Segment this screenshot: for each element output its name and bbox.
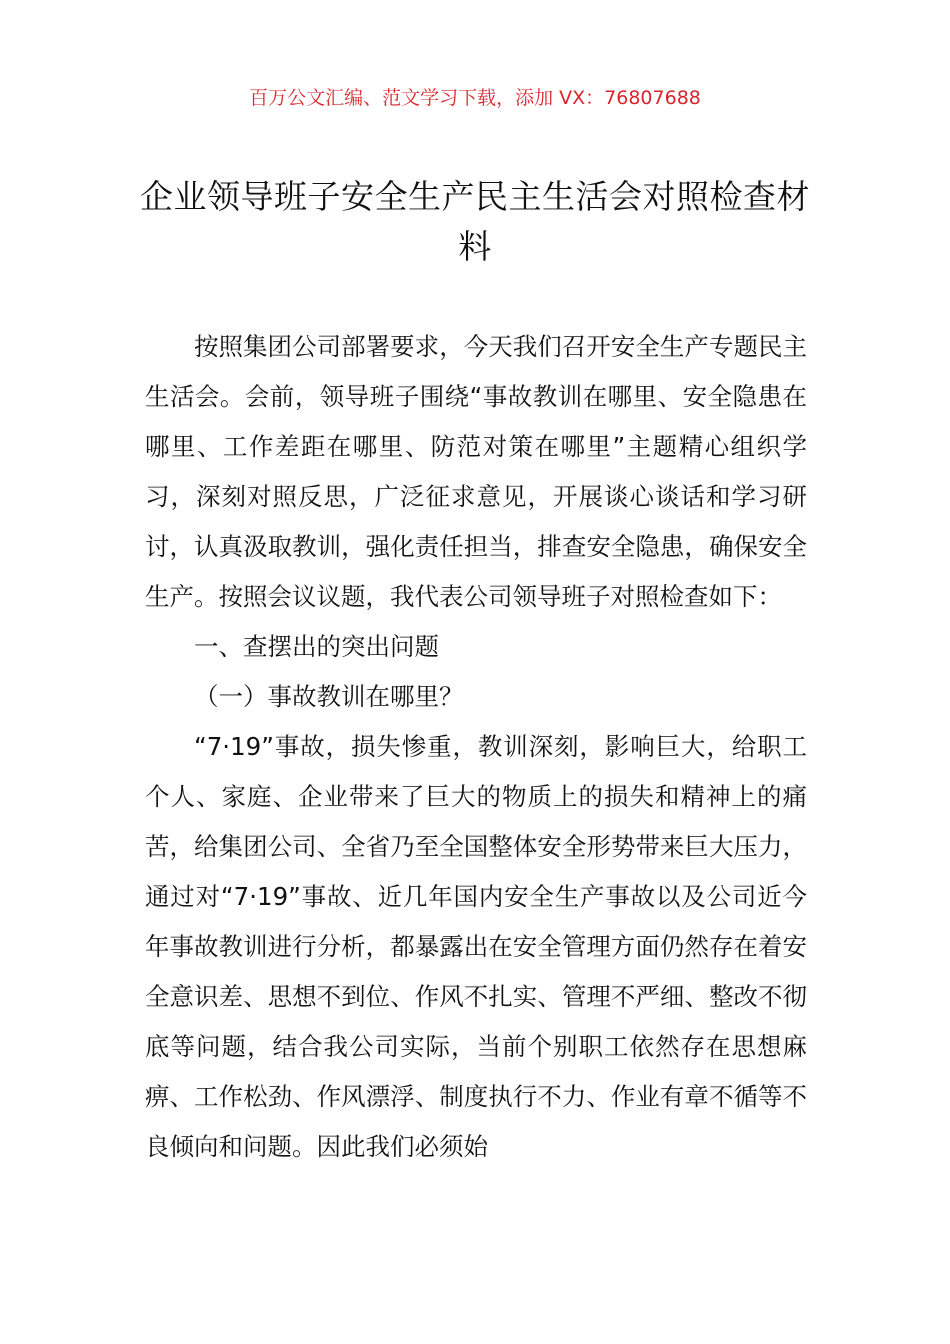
section-paragraph: “7·19”事故，损失惨重，教训深刻，影响巨大，给职工个人、家庭、企业带来了巨大的物质上的损失和精神上的痛苦，给集团公司、全省乃至全国整体安全形势带来巨大压力，通过对“7·19”事故、近几年国内安全生产事故以及公司近今年事故教训进行分析，都暴露出在安全管理方面仍然存在着安全意识差、思想不到位、作风不扎实、管理不严细、整改不彻底等问题，结合我公司实际，当前个别职工依然存在思想麻痹、工作松劲、作风漂浮、制度执行不力、作业有章不循等不良倾向和问题。因此我们必须始 bbox=[145, 732, 807, 1161]
section-heading: 一、查摆出的突出问题 bbox=[194, 632, 439, 661]
document-title: 企业领导班子安全生产民主生活会对照检查材料 bbox=[140, 177, 810, 266]
subsection-heading: （一）事故教训在哪里？ bbox=[194, 682, 464, 711]
header-watermark-text: 百万公文汇编、范文学习下载，添加 VX：76807688 bbox=[249, 87, 701, 109]
document-body bbox=[145, 322, 807, 1172]
intro-paragraph: 按照集团公司部署要求，今天我们召开安全生产专题民主生活会。会前，领导班子围绕“事故教训在哪里、安全隐患在哪里、工作差距在哪里、防范对策在哪里”主题精心组织学习，深刻对照反思，广泛征求意见，开展谈心谈话和学习研讨，认真汲取教训，强化责任担当，排查安全隐患，确保安全生产。按照会议议题，我代表公司领导班子对照检查如下： bbox=[145, 332, 807, 611]
